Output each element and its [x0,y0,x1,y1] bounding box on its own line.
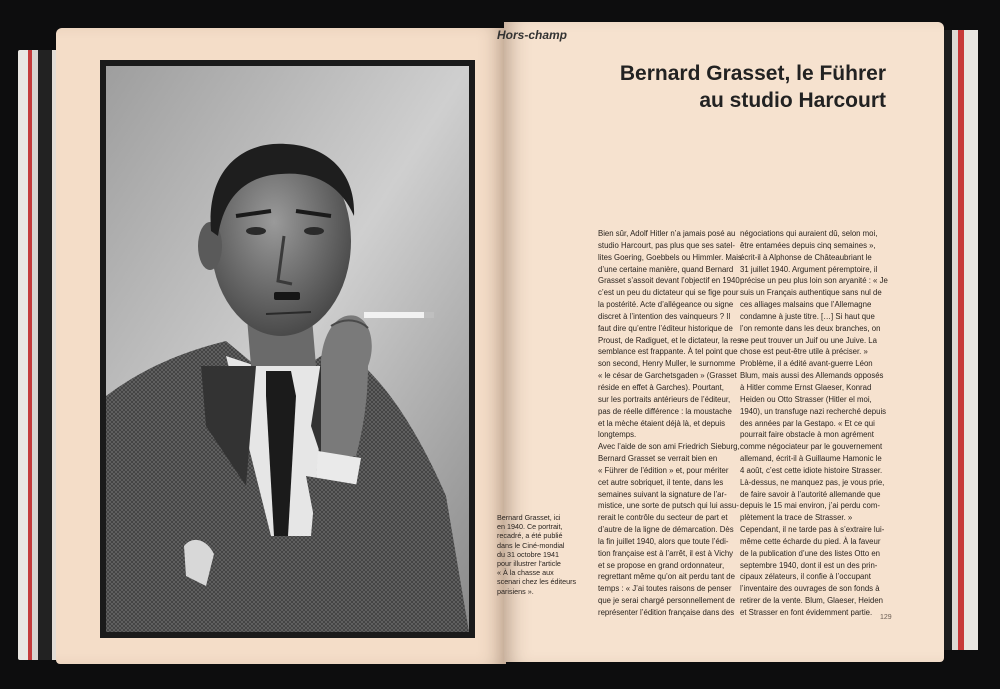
text-line: Heiden ou Otto Strasser (Hitler el moi, [740,394,872,404]
caption-line: dans le Ciné-mondial [497,540,565,550]
text-line: même cette écharde du pied. À la faveur [740,536,881,546]
title-line: au studio Harcourt [699,89,886,112]
caption-line: pour illustrer l’article [497,559,561,569]
text-line: cet autre sobriquet, il tente, dans les [598,477,724,487]
text-line: négociations qui auraient dû, selon moi, [740,229,878,238]
text-line: septembre 1940, dont il est un des prin- [740,560,878,570]
text-line: comme négociateur par le gouvernement [740,442,883,452]
text-line: Cependant, il ne tarde pas à s’extraire lui- [740,525,885,535]
text-line: Bernard Grasset se verrait bien en [598,454,718,464]
text-line: et la mèche étaient déjà là, et depuis [598,418,726,428]
text-line: Bien sûr, Adolf Hitler n’a jamais posé au [598,229,736,238]
text-line: ne peut trouver un Juif ou une Juive. La [740,335,877,345]
text-line: plètement la trace de Strasser. » [740,513,853,523]
caption-line: scenari chez les éditeurs [497,577,577,587]
text-line: réside en effet à Garches). Pourtant, [598,382,724,392]
text-line: 1940), un transfuge nazi recherché depuis [740,406,887,416]
text-line: représenter l’édition française dans des [598,608,735,617]
text-line: de la publication d’une des listes Otto en [740,548,881,558]
caption-line: recadré, a été publié [497,531,563,541]
text-line: son second, Henry Muller, le surnomme [598,359,736,369]
text-line: d’autre de la ligne de démarcation. Dès [598,525,734,535]
portrait-photo [100,60,475,638]
text-line: d’une certaine manière, quand Bernard [598,264,734,274]
text-line: des années par la Gestapo. « Et ce qui [740,418,875,428]
text-line: Là-dessus, ne manquez pas, je vous prie, [740,477,885,487]
text-line: être entamées depuis cinq semaines », [740,240,876,250]
text-line: l’inventaire des ouvrages de son fonds à [740,584,880,594]
text-line: et se propose en grand ordonnateur, [598,560,725,570]
text-line: semaines suivant la signature de l’ar- [598,489,727,499]
text-line: Blum, mais aussi des Allemands opposés [740,371,884,381]
text-line: Grasset s’assoit devant l’objectif en 1940, [598,276,742,286]
text-line: retirer de la vente. Blum, Glaeser, Heiden [740,596,884,606]
left-page [56,28,506,664]
text-line: faut dire qu’entre l’éditeur historique de [598,323,733,333]
text-line: suis un Français authentique sans nul de [740,288,882,298]
text-line: la postérité. Acte d’allégeance ou signe [598,300,734,310]
text-column-2 [740,228,890,619]
caption-line: « À la chasse aux [497,568,554,578]
text-line: de faire savoir à l’autorité allemande que [740,489,881,499]
text-line: rerait le contrôle du secteur de part et [598,513,728,523]
text-line: Proust, de Radiguet, et le dictateur, la res- [598,335,744,345]
text-line: la fin juillet 1940, alors que toute l’édi- [598,536,729,546]
text-line: regrettant même qu’on ait perdu tant de [598,572,735,582]
text-line: « Führer de l’édition » et, pour mériter [598,465,729,475]
text-line: tion française est à l’arrêt, il est à Vichy [598,548,734,558]
title-line: Bernard Grasset, le Führer [619,62,886,85]
caption-line: parisiens ». [497,586,534,596]
text-line: Problème, il a édité avant-guerre Léon [740,359,873,369]
page-number: 129 [880,614,892,621]
text-line: pas de réelle différence : la moustache [598,406,732,416]
text-line: condamne à juste titre. […] Si haut que [740,311,875,321]
text-line: à Hitler comme Ernst Glaeser, Konrad [740,382,872,392]
text-line: mistice, une sorte de putsch qui lui assu- [598,501,739,511]
text-line: l’on remonte dans les deux branches, on [740,323,881,333]
text-line: c’est un peu du dictateur qui se fige pour [598,288,739,298]
section-kicker: Hors-champ [497,28,568,42]
caption-line: Bernard Grasset, ici [497,513,561,522]
text-line: précise un peu plus loin son aryanité : « Je [740,276,888,286]
text-line: studio Harcourt, pas plus que ses satel- [598,240,735,250]
text-line: pourrait faire obstacle à mon agrément [740,430,874,440]
text-line: « le césar de Garchetsgaden » (Grasset [598,371,737,381]
text-column-1 [598,228,750,619]
text-line: que je serai chargé personnellement de [598,596,735,606]
text-line: depuis le 15 mai environ, j’ai perdu com- [740,501,880,511]
text-line: Avec l’aide de son ami Friedrich Sieburg, [598,442,740,452]
caption-line: du 31 octobre 1941 [497,549,559,559]
caption-line: en 1940. Ce portrait, [497,522,563,532]
portrait-illustration [106,66,469,632]
text-line: temps : « J’ai toutes raisons de penser [598,584,732,594]
text-line: ces alliages malsains que l’Allemagne [740,300,872,310]
photo-caption [497,513,589,596]
text-line: allemand, écrit-il à Guillaume Hamonic le [740,454,882,464]
text-line: longtemps. [598,430,637,440]
text-line: 31 juillet 1940. Argument péremptoire, il [740,264,878,274]
text-line: semblance est frappante. À tel point que [598,347,738,357]
text-line: lites Goering, Goebbels ou Himmler. Mais [598,252,742,262]
text-line: 4 août, c’est cette idiote histoire Strasser. [740,465,883,475]
article-title [560,60,886,114]
text-line: chose est peut-être utile à préciser. » [740,347,868,357]
text-line: et Strasser en font évidemment partie. [740,608,873,617]
text-line: cipaux zélateurs, il confie à l’occupant [740,572,871,582]
text-line: discret à l’intention des vainqueurs ? Il [598,311,731,321]
text-line: écrit-il à Alphonse de Châteaubriant le [740,252,872,262]
text-line: sur les portraits antérieurs de l’éditeur, [598,394,731,404]
